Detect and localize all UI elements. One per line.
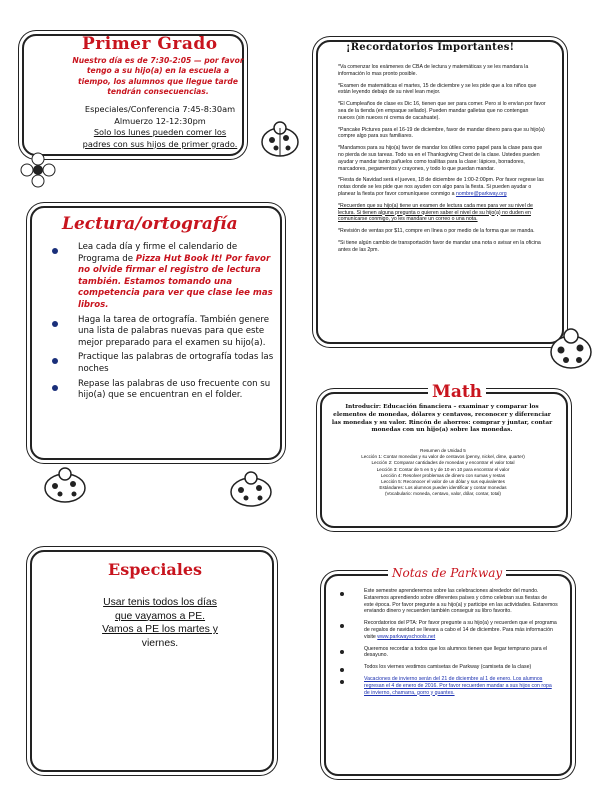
especiales-line: que vayamos a PE. (114, 610, 206, 622)
schedule-line: Almuerzo 12-12:30pm (114, 115, 206, 126)
reminder-paragraph: *Recuerden que su hijo(a) tiene un examen de lectura cada mes para ver su nivel de lectura. Si tienen alguna pregunta o quieren saber el nivel de su hijo(a) no duden en comunicarse conmigo, yo les mandare un correo o una nota. (338, 202, 533, 223)
bullet-text: Practique las palabras de ortografía todas las noches (78, 352, 274, 374)
math-details (330, 448, 556, 498)
especiales-line: Usar tenis todos los días (103, 597, 217, 608)
flower-icon (18, 150, 58, 190)
ladybug-icon (40, 466, 90, 506)
primer-grado-title: Primer Grado (82, 34, 218, 54)
email-link[interactable]: nombre@parkway.org (455, 190, 507, 197)
list-item (48, 379, 274, 402)
math-line: Resumen de Unidad 5 (420, 448, 466, 453)
especiales-title: Especiales (108, 560, 203, 579)
reminder-paragraph: *El Cumpleaños de clase es Dic 16, tienen que ser para comer. Pero si lo envían por favor sea de la tienda (en empaque sellado). Pueden mandar galletas que no contengan nueces (sin nueces ni crema de cacahuate). (338, 101, 546, 121)
ladybug-icon (226, 470, 276, 510)
math-intro: Introducir: Educación financiera – examinar y comparar los elementos de monedas, dólares y centavos, reconocer y diferenciar las monedas y su valor. Rincón de ahorros: comprar y juntar, contar monedas con un hijo(a) sobre las monedas. (331, 404, 553, 434)
schedule (60, 104, 260, 150)
math-line: Lección 3: Contar de 5 en 5 y de 10 en 10 para encontrar el valor (376, 466, 510, 472)
note-text: Todos los viernes vestimos camisetas de Parkway (camiseta de la clase) (364, 664, 532, 671)
lunch-note: padres con sus hijos de primer grado. (82, 138, 238, 149)
notas-list (334, 588, 558, 701)
bullet-text: Haga la tarea de ortografía. También genere una lista de palabras nuevas para que este mejor preparado para el examen su hijo(a). (78, 314, 269, 348)
intro-line: Nuestro día es de 7:30-2:05 — por favor (72, 56, 244, 65)
lectura-title: Lectura/ortografía (62, 214, 238, 234)
especiales-line: Vamos a PE los martes y (102, 624, 218, 636)
bullet-icon (340, 680, 344, 684)
intro-line: tendrán consecuencias. (107, 87, 209, 97)
reminder-paragraph: *Examen de matemáticas el martes, 15 de diciembre y se les pide que a los niños que están leyendo debajo de su nivel lean mejor. (338, 82, 537, 96)
reminder-paragraph: *Si tiene algún cambio de transportación favor de mandar una nota o avisar en la oficina antes de las 2pm. (338, 239, 541, 253)
especiales-line: viernes. (141, 637, 179, 649)
schedule-line: Especiales/Conferencia 7:45-8:30am (84, 104, 236, 114)
list-item (334, 676, 558, 696)
math-line: Lección 1: Contar monedas y su valor de centavos (penny, nickel, dime, quarter) (361, 454, 525, 460)
especiales-box (30, 550, 274, 772)
note-text: Recordatorios del PTA: Por favor pregunte a su hijo(a) y recuerden que el programa de regalos de navidad se llevara a cabo el 14 de diciembre. Para más información visite (364, 620, 557, 640)
bullet-icon (340, 668, 344, 672)
list-item (334, 588, 558, 615)
math-line: Lección 4: Resolver problemas de dinero con sumas y restas (380, 472, 506, 478)
list-item (334, 620, 558, 640)
bullet-highlight: Pizza Hut Book It! Por favor no olvide firmar el registro de lectura también. Estamos tomando una competencia para ver que clase lee mas libros. (78, 253, 273, 310)
primer-grado-intro (58, 56, 258, 98)
bullet-icon (340, 624, 344, 628)
ladybug-icon (256, 118, 304, 162)
parkway-link[interactable]: www.parkwayschools.net (377, 633, 436, 640)
reminder-paragraph: *Va comenzar los exámenes de CBA de lectura y matemáticas y se les mandara la información lo mas pronto posible. (338, 64, 529, 77)
math-line: Lección 5: Reconocer el valor de un dólar y sus equivalentes (381, 479, 505, 485)
ladybug-icon (546, 324, 596, 374)
bullet-text: Lea cada día y firme el calendario de Programa de (78, 242, 238, 264)
intro-line: tengo a su hijo(a) en la escuela a (86, 66, 230, 76)
math-line: Lección 2: Comparar cantidades de monedas y encontrar el valor total (371, 460, 515, 466)
bullet-icon (52, 385, 58, 391)
lectura-list (48, 242, 274, 405)
note-text: Queremos recordar a todos que los alumnos tienen que llegar temprano para el desayuno. (364, 645, 548, 659)
recordatorios-body (338, 64, 546, 254)
list-item (48, 315, 274, 350)
reminder-paragraph: *Revisión de ventas por $11, compre en línea o por medio de la forma que se manda. (338, 228, 535, 235)
intro-line: tiempo, los alumnos que llegue tarde (77, 76, 238, 86)
bullet-icon (340, 592, 344, 596)
math-line: Estándares: Los alumnos pueden identificar y contar monedas (379, 485, 507, 491)
list-item (334, 664, 558, 671)
reminder-paragraph: *Fiesta de Navidad será el jueves, 18 de diciembre de 1:00-2:00pm. Por favor regrese las notas donde se les pide que nos ayuden con algo para la fiesta. Si pueden ayudar o planear la fiesta por favor comuníquese conmigo a (338, 177, 544, 197)
list-item (48, 242, 274, 312)
bullet-icon (52, 321, 58, 327)
recordatorios-title: ¡Recordatorios Importantes! (346, 42, 515, 53)
math-line: (Vocabulario: moneda, centavo, valor, dólar, contar, total) (385, 491, 501, 497)
reminder-paragraph: *Pancake Pictures para el 16-19 de diciembre, favor de mandar dinero para que su hijo(a) compre algo para sus familiares. (338, 126, 545, 140)
bullet-icon (52, 248, 58, 254)
reminder-paragraph: *Mandamos para su hijo(a) favor de mandar los útiles como papel para la clase para que no pierda de sus tareas. Todo va en el Thanksgiving Chest de la clase. Ustedes pueden ayudar y mandar tanto pañuelos como toallitas para la clase: lápices, borradores, marcadores, pegamentos y crayones, y todo lo que puedan mandar. (338, 145, 543, 172)
lunch-note: Solo los lunes pueden comer los (93, 127, 227, 137)
math-title: Math (428, 382, 486, 402)
note-text: Este semestre aprenderemos sobre las celebraciones alrededor del mundo. Estaremos aprendiendo sobre diferentes países y cómo celebran sus fiestas de este época. Por favor pregunte a su hijo(a) y participe en las actividades. Estaremos enviando dinero y recuerden también conseguir su libro favorito. (364, 588, 558, 615)
bullet-text: Repase las palabras de uso frecuente con su hijo(a) que se encuentran en el folder. (78, 378, 271, 401)
note-text: Vacaciones de invierno serán del 21 de diciembre al 1 de enero. Los alumnos regresan el 4 de enero de 2016. Por favor recuerden mandar a sus hijos con ropa de invierno, chamarra, gorro y guantes. (364, 675, 552, 696)
especiales-text (60, 596, 260, 650)
list-item (334, 646, 558, 660)
bullet-icon (340, 650, 344, 654)
bullet-icon (52, 358, 58, 364)
list-item (48, 352, 274, 375)
notas-title: Notas de Parkway (388, 566, 506, 580)
